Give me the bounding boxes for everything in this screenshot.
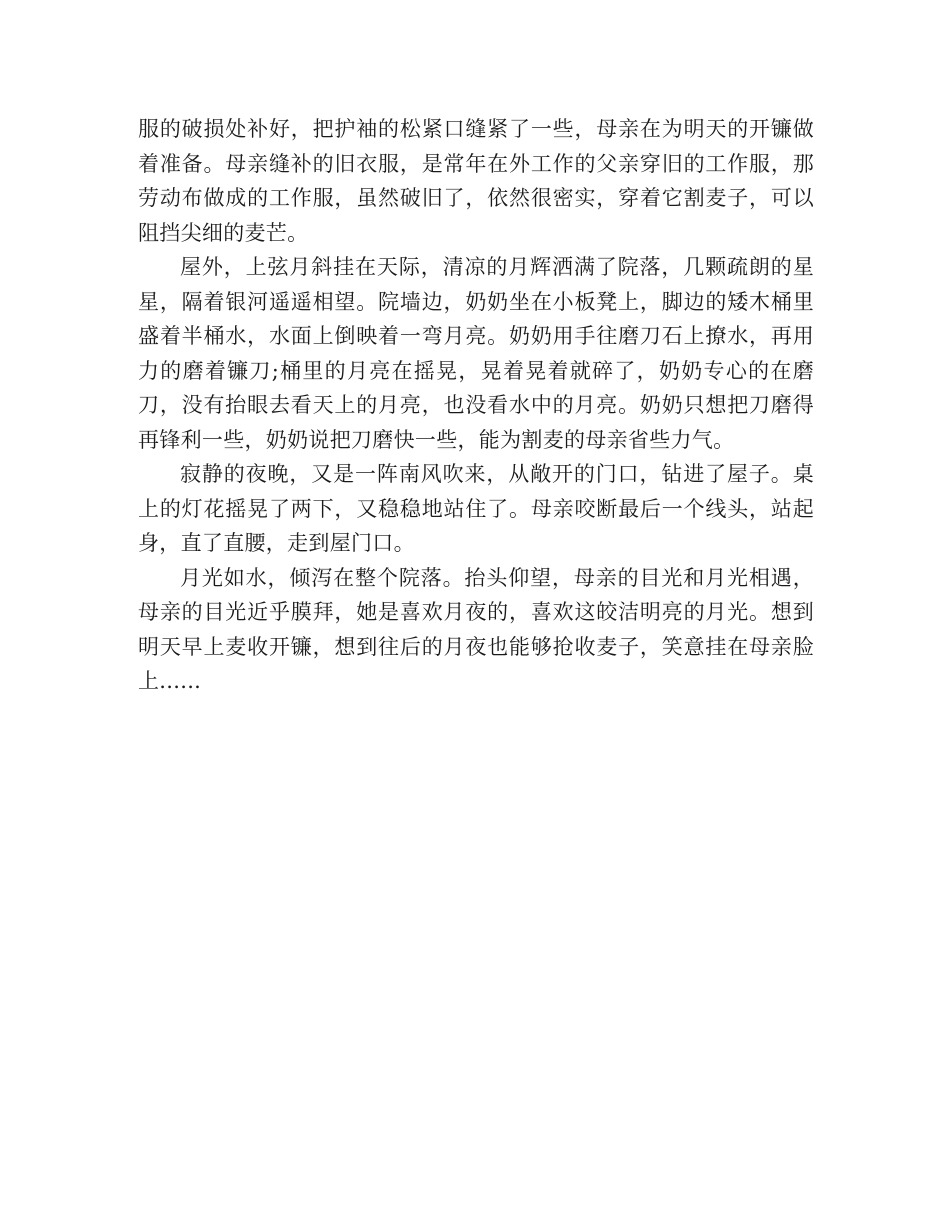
document-body (138, 112, 814, 699)
paragraph-2: 屋外，上弦月斜挂在天际，清凉的月辉洒满了院落，几颗疏朗的星星，隔着银河遥遥相望。院墙边，奶奶坐在小板凳上，脚边的矮木桶里盛着半桶水，水面上倒映着一弯月亮。奶奶用手往磨刀石上撩水，再用力的磨着镰刀;桶里的月亮在摇晃，晃着晃着就碎了，奶奶专心的在磨刀，没有抬眼去看天上的月亮，也没看水中的月亮。奶奶只想把刀磨得再锋利一些，奶奶说把刀磨快一些，能为割麦的母亲省些力气。 (138, 255, 814, 452)
paragraph-1: 服的破损处补好，把护袖的松紧口缝紧了一些，母亲在为明天的开镰做着准备。母亲缝补的旧衣服，是常年在外工作的父亲穿旧的工作服，那劳动布做成的工作服，虽然破旧了，依然很密实，穿着它割麦子，可以阻挡尖细的麦芒。 (138, 117, 814, 245)
paragraph-3: 寂静的夜晚，又是一阵南风吹来，从敞开的门口，钻进了屋子。桌上的灯花摇晃了两下，又稳稳地站住了。母亲咬断最后一个线头，站起身，直了直腰，走到屋门口。 (138, 462, 814, 555)
paragraph-4: 月光如水，倾泻在整个院落。抬头仰望，母亲的目光和月光相遇，母亲的目光近乎膜拜，她是喜欢月夜的，喜欢这皎洁明亮的月光。想到明天早上麦收开镰，想到往后的月夜也能够抢收麦子，笑意挂在母亲脸上...... (138, 565, 814, 693)
